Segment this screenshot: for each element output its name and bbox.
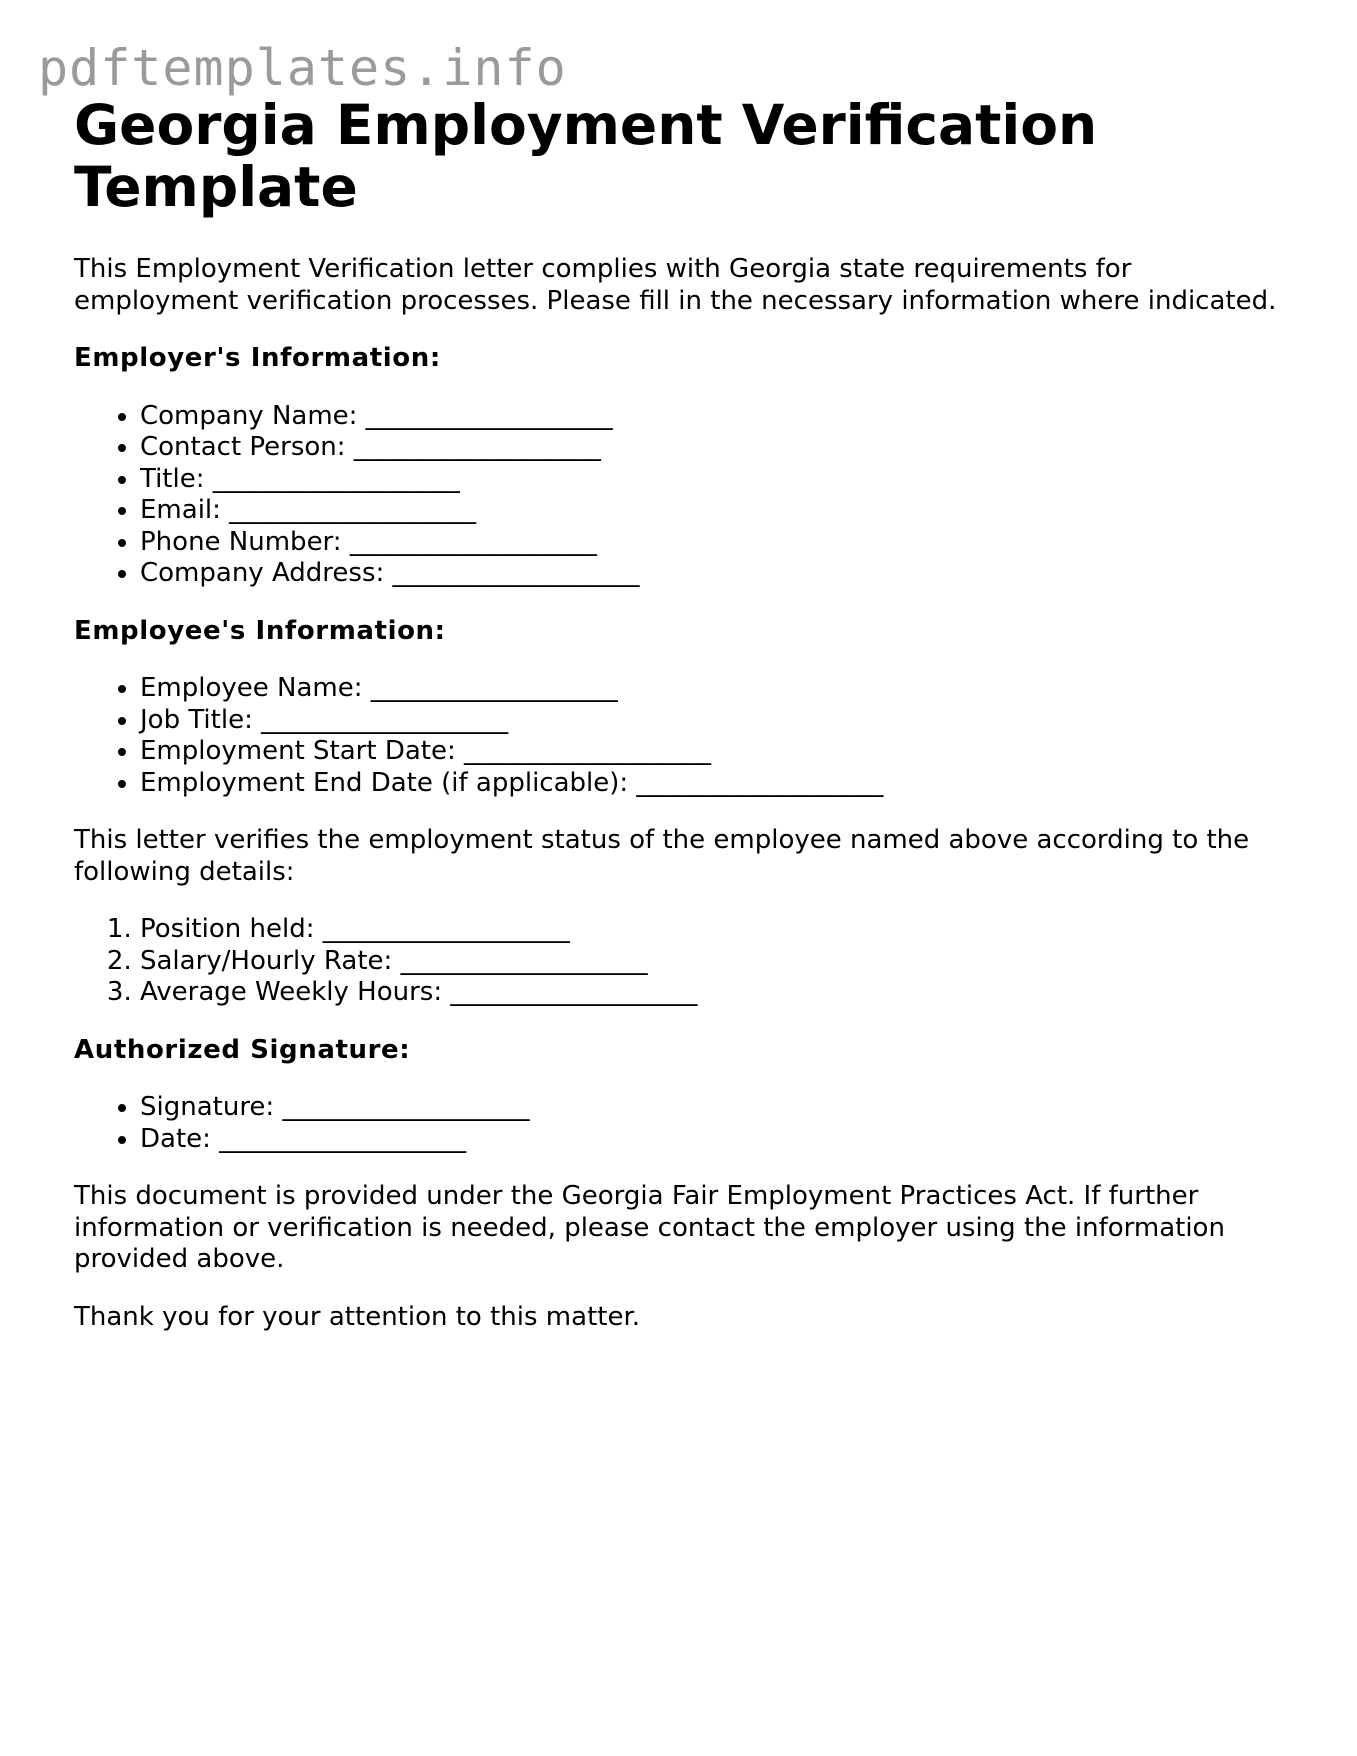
employee-start-date-field[interactable]: • Employment Start Date: ___________________ [140,736,1294,768]
verification-paragraph: This letter verifies the employment status of the employee named above according to the following details: [74,825,1250,887]
employee-job-title-field[interactable]: • Job Title: ___________________ [140,705,1294,737]
signature-list [74,1092,1294,1155]
employer-company-name-field[interactable]: • Company Name: ___________________ [140,401,1294,433]
employer-phone-field[interactable]: • Phone Number: ___________________ [140,527,1294,559]
employee-name-field[interactable]: • Employee Name: ___________________ [140,673,1294,705]
employer-title-field[interactable]: • Title: ___________________ [140,464,1294,496]
employee-info-heading: Employee's Information: [74,615,446,646]
employee-info-list [74,673,1294,799]
document-page [74,94,1294,1333]
employee-end-date-field[interactable]: • Employment End Date (if applicable): ___________________ [140,768,1294,800]
employer-info-list [74,401,1294,590]
verification-details-list [74,914,1294,1009]
employer-email-field[interactable]: • Email: ___________________ [140,495,1294,527]
position-held-field[interactable]: 1. Position held: ___________________ [140,914,1294,946]
intro-paragraph: This Employment Verification letter complies with Georgia state requirements for employment verification processes. Please fill in the necessary information where indicated. [74,254,1277,316]
salary-rate-field[interactable]: 2. Salary/Hourly Rate: ___________________ [140,946,1294,978]
thank-you-line: Thank you for your attention to this matter. [74,1301,641,1332]
document-title: Georgia Employment Verification Template [74,93,1098,219]
watermark: pdftemplates.info [38,39,567,97]
employer-contact-person-field[interactable]: • Contact Person: ___________________ [140,432,1294,464]
closing-paragraph: This document is provided under the Georgia Fair Employment Practices Act. If further information or verification is needed, please contact the employer using the information provided above. [74,1181,1225,1274]
weekly-hours-field[interactable]: 3. Average Weekly Hours: ___________________ [140,977,1294,1009]
signature-date-field[interactable]: • Date: ___________________ [140,1124,1294,1156]
employer-address-field[interactable]: • Company Address: ___________________ [140,558,1294,590]
signature-field[interactable]: • Signature: ___________________ [140,1092,1294,1124]
signature-heading: Authorized Signature: [74,1034,411,1065]
employer-info-heading: Employer's Information: [74,343,441,373]
